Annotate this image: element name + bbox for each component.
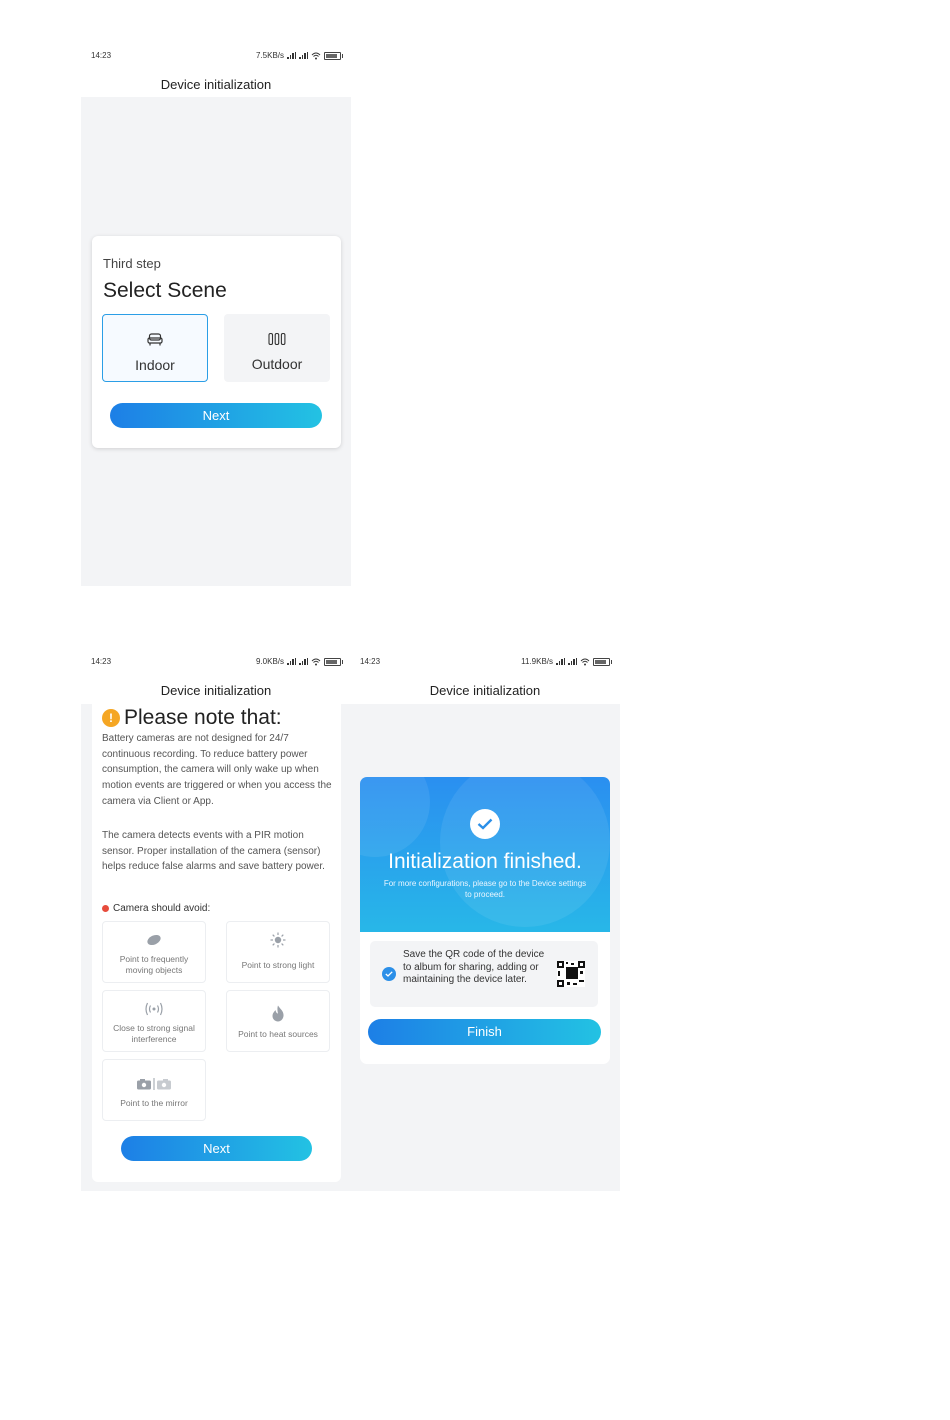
avoid-tile: Point to strong light	[226, 921, 330, 983]
status-time: 14:23	[91, 657, 112, 666]
sun-icon	[270, 932, 286, 948]
finish-button[interactable]: Finish	[368, 1019, 601, 1045]
notice-heading: Please note that:	[124, 706, 282, 729]
avoid-tile: Point to frequently moving objects	[102, 921, 206, 983]
camera-mirror-icon	[136, 1078, 172, 1090]
step-label: Third step	[103, 256, 161, 271]
phone-screen-notice	[81, 653, 351, 1156]
avoid-label: Camera should avoid:	[102, 903, 210, 914]
alert-dot-icon	[102, 905, 109, 912]
save-qr-option[interactable]	[370, 941, 598, 1007]
next-button[interactable]: Next	[110, 403, 322, 428]
scene-option-indoor[interactable]	[102, 314, 208, 382]
signal-icon	[556, 658, 565, 665]
scene-option-outdoor[interactable]	[224, 314, 330, 382]
page-title: Device initialization	[429, 683, 541, 698]
finished-subtext: For more configurations, please go to the Device settings to proceed.	[383, 879, 587, 899]
network-speed: 11.9KB/s	[521, 657, 553, 666]
signal-icon	[143, 1002, 165, 1016]
signal-icon	[287, 52, 296, 59]
scene-option-label: Outdoor	[251, 356, 303, 372]
notice-paragraph: Battery cameras are not designed for 24/7 continuous recording. To reduce battery power consumption, the camera will only wake up when motion events are triggered or when you access the camera via Client or App.	[102, 733, 332, 807]
battery-icon	[324, 658, 341, 666]
next-button[interactable]: Next	[121, 1136, 312, 1161]
check-icon[interactable]	[382, 967, 396, 981]
wifi-icon	[580, 658, 590, 666]
save-qr-text: Save the QR code of the device to album for sharing, adding or maintaining the device later.	[403, 949, 545, 986]
check-circle-icon	[470, 809, 500, 839]
status-time: 14:23	[91, 51, 112, 60]
finished-heading: Initialization finished.	[388, 850, 582, 873]
notice-card	[92, 704, 341, 1182]
flame-icon	[271, 1005, 285, 1022]
notice-screen-body	[81, 704, 351, 1191]
page-title: Device initialization	[160, 683, 272, 698]
signal-icon	[287, 658, 296, 665]
battery-icon	[324, 52, 341, 60]
sofa-icon	[147, 333, 163, 346]
initialization-finished-card	[360, 777, 610, 1064]
status-bar	[81, 653, 351, 673]
scene-screen-body	[81, 97, 351, 586]
finished-screen-body	[350, 704, 620, 1191]
avoid-tile: Point to heat sources	[226, 990, 330, 1052]
finished-banner	[360, 777, 610, 932]
qr-code-icon	[557, 961, 585, 987]
warning-icon: !	[102, 709, 120, 727]
avoid-tile: Close to strong signal interference	[102, 990, 206, 1052]
signal-icon	[568, 658, 577, 665]
phone-screen-scene	[81, 47, 351, 423]
wifi-icon	[311, 658, 321, 666]
select-scene-heading: Select Scene	[103, 279, 227, 302]
page-title: Device initialization	[160, 77, 272, 92]
signal-icon	[299, 658, 308, 665]
scene-option-label: Indoor	[135, 357, 175, 373]
wifi-icon	[311, 52, 321, 60]
status-bar	[350, 653, 620, 673]
status-time: 14:23	[360, 657, 381, 666]
notice-paragraph: The camera detects events with a PIR motion sensor. Proper installation of the camera (sensor) helps reduce false alarms and save battery power.	[102, 830, 325, 873]
phone-screen-finished	[350, 653, 620, 1039]
network-speed: 7.5KB/s	[255, 51, 284, 60]
battery-icon	[593, 658, 610, 666]
fence-icon	[268, 332, 286, 345]
avoid-tile: Point to the mirror	[102, 1059, 206, 1121]
select-scene-card	[92, 236, 341, 448]
signal-icon	[299, 52, 308, 59]
network-speed: 9.0KB/s	[255, 657, 284, 666]
leaf-icon	[145, 933, 163, 947]
status-bar	[81, 47, 351, 67]
